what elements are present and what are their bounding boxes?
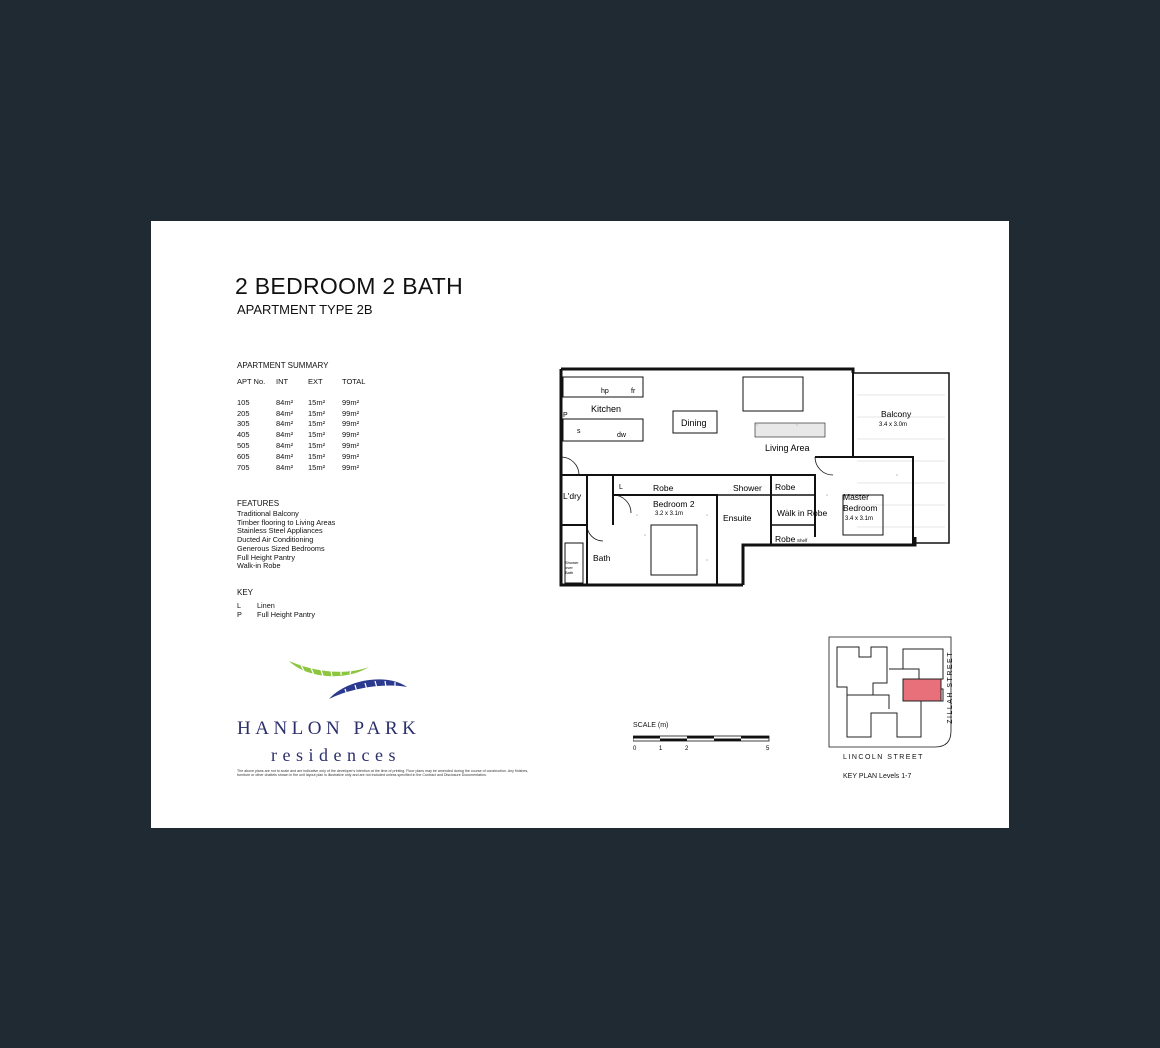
scale-bar xyxy=(633,734,773,754)
room-master-line1: Master xyxy=(843,492,869,502)
cell: 99m² xyxy=(342,451,360,461)
cell: 105 xyxy=(237,397,250,407)
fixture-linen: L xyxy=(619,484,623,491)
fixture-shower-over3: Bath xyxy=(565,570,574,575)
table-row xyxy=(237,408,372,419)
key-code: L xyxy=(237,601,242,610)
summary-title: APARTMENT SUMMARY xyxy=(237,361,329,370)
features-list xyxy=(237,510,335,571)
floor-plan xyxy=(557,365,957,587)
cell: 84m² xyxy=(276,419,294,429)
table-row xyxy=(237,429,372,440)
list-item: Traditional Balcony xyxy=(237,509,299,518)
robe-bottom: Robe xyxy=(775,534,796,544)
cell: 15m² xyxy=(308,441,326,451)
fixture-dishwasher: dw xyxy=(617,432,626,439)
scale-tick: 0 xyxy=(633,746,637,752)
fixture-shower-over2: over xyxy=(565,565,573,570)
street-label-bottom: LINCOLN STREET xyxy=(843,754,924,761)
room-ensuite: Ensuite xyxy=(723,513,752,523)
scale-tick: 2 xyxy=(685,746,689,752)
cell: 99m² xyxy=(342,419,360,429)
room-balcony: Balcony xyxy=(881,409,912,419)
page-title: 2 BEDROOM 2 BATH xyxy=(235,273,464,299)
room-dining: Dining xyxy=(681,418,707,428)
col-header: TOTAL xyxy=(342,377,366,386)
fixture-hp: hp xyxy=(601,388,609,395)
cell: 405 xyxy=(237,430,250,440)
room-living: Living Area xyxy=(765,443,810,453)
table-row xyxy=(237,419,372,430)
apartment-summary-table xyxy=(237,377,372,473)
room-laundry: L'dry xyxy=(563,491,582,501)
fixture-pantry: P xyxy=(563,412,568,419)
cell: 15m² xyxy=(308,462,326,472)
room-bedroom-2: Bedroom 2 xyxy=(653,499,695,509)
key-label: Full Height Pantry xyxy=(257,610,315,619)
key-label: Linen xyxy=(257,601,275,610)
brand-subname: residences xyxy=(271,745,401,765)
key-title: KEY xyxy=(237,588,254,597)
cell: 84m² xyxy=(276,462,294,472)
balcony-dimensions: 3.4 x 3.0m xyxy=(879,422,908,428)
robe-top: Robe xyxy=(775,482,796,492)
bedroom-2-dimensions: 3.2 x 3.1m xyxy=(655,511,684,517)
fixture-shower-over: Shower xyxy=(565,560,579,565)
scale-tick: 1 xyxy=(659,746,663,752)
room-shower: Shower xyxy=(733,483,762,493)
list-item: Stainless Steel Appliances xyxy=(237,526,323,536)
features-title: FEATURES xyxy=(237,499,280,508)
brand-name: HANLON PARK xyxy=(237,718,421,739)
fixture-sink: s xyxy=(577,428,581,435)
scale-tick: 5 xyxy=(766,746,770,752)
col-header: INT xyxy=(276,377,289,386)
cell: 84m² xyxy=(276,430,294,440)
table-row xyxy=(237,440,372,451)
list-item: Full Height Pantry xyxy=(237,552,295,562)
master-dimensions: 3.4 x 3.1m xyxy=(845,516,874,522)
cell: 84m² xyxy=(276,397,294,407)
cell: 84m² xyxy=(276,441,294,451)
cell: 99m² xyxy=(342,430,360,440)
col-header: EXT xyxy=(308,377,323,386)
cell: 99m² xyxy=(342,408,360,418)
table-row xyxy=(237,462,372,473)
cell: 15m² xyxy=(308,430,326,440)
table-row xyxy=(237,397,372,408)
cell: 84m² xyxy=(276,408,294,418)
table-row xyxy=(237,451,372,462)
street-label-side: ZILLAH STREET xyxy=(947,651,954,724)
cell: 84m² xyxy=(276,451,294,461)
floorplan-sheet xyxy=(151,221,1009,828)
scale-label: SCALE (m) xyxy=(633,722,669,729)
key-plan xyxy=(827,635,953,750)
cell: 305 xyxy=(237,419,250,429)
col-header: APT No. xyxy=(237,377,266,386)
cell: 99m² xyxy=(342,397,360,407)
cell: 15m² xyxy=(308,397,326,407)
list-item: Generous Sized Bedrooms xyxy=(237,543,325,553)
key-item xyxy=(237,610,315,619)
apartment-type: APARTMENT TYPE 2B xyxy=(237,302,373,317)
cell: 99m² xyxy=(342,462,360,472)
room-kitchen: Kitchen xyxy=(591,404,622,414)
list-item: Ducted Air Conditioning xyxy=(237,535,314,545)
key-code: P xyxy=(237,610,242,619)
cell: 705 xyxy=(237,462,250,472)
cell: 605 xyxy=(237,451,250,461)
fixture-fr: fr xyxy=(631,388,636,395)
highlighted-unit xyxy=(903,679,941,701)
disclaimer-text: The above plans are not to scale and are indicative only of the developer's intention at the time of printing. Floor plans may be amended during the course of construction. Any finishes, furniture or other chattels shown in the unit layout plan is illustrative only and are not included unless specified in the Contract and Disclosure Documentation. xyxy=(237,769,529,777)
key-plan-label: KEY PLAN Levels 1-7 xyxy=(843,773,912,780)
cell: 205 xyxy=(237,408,250,418)
cell: 99m² xyxy=(342,441,360,451)
palm-leaf-logo xyxy=(287,659,412,705)
room-bath: Bath xyxy=(593,553,611,563)
table-header-row xyxy=(237,377,372,397)
list-item: Timber flooring to Living Areas xyxy=(237,517,336,527)
shelf-label: Shelf xyxy=(797,538,808,543)
cell: 15m² xyxy=(308,408,326,418)
room-walk-in-robe: Walk in Robe xyxy=(777,508,828,518)
robe-bedroom-2: Robe xyxy=(653,483,674,493)
cell: 15m² xyxy=(308,419,326,429)
cell: 505 xyxy=(237,441,250,451)
list-item: Walk-in Robe xyxy=(237,561,281,571)
cell: 15m² xyxy=(308,451,326,461)
room-master-line2: Bedroom xyxy=(843,503,878,513)
key-item xyxy=(237,601,275,610)
